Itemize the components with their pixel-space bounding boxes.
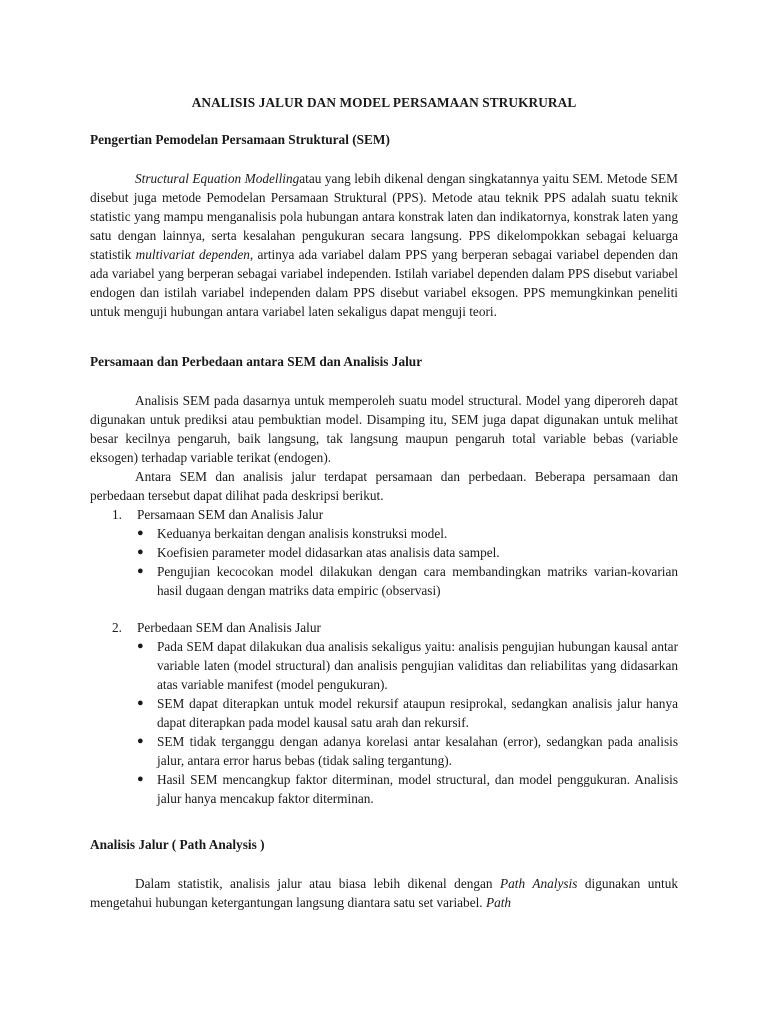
list-number: 1.	[112, 507, 122, 522]
section-heading-sem: Pengertian Pemodelan Persamaan Struktural (SEM)	[90, 132, 390, 147]
italic-term: Path	[485, 895, 512, 910]
document-page	[90, 93, 678, 912]
bullet-text: Pada SEM dapat dilakukan dua analisis sekaligus yaitu: analisis pengujian hubungan kausal antar variable laten (model structural) dan analisis pengujian validitas dan reliabilitas yang didasarkan atas variable manifest (model pengukuran).	[157, 639, 678, 692]
comparison-list	[90, 505, 678, 808]
bullet-text: Pengujian kecocokan model dilakukan dengan cara membandingkan matriks varian-kovarian hasil dugaan dengan matriks data empiric (observasi)	[157, 564, 678, 598]
bullet-text: Hasil SEM mencangkup faktor diterminan, model structural, dan model penggukuran. Analisis jalur hanya mencakup faktor diterminan.	[157, 772, 678, 806]
section-heading-path-analysis: Analisis Jalur ( Path Analysis )	[90, 837, 265, 852]
spacer	[90, 808, 678, 835]
bullet-item	[137, 562, 678, 600]
italic-term: Path Analysis	[500, 876, 578, 891]
paragraph-sem-vs-path: Antara SEM dan analisis jalur terdapat persamaan dan perbedaan. Beberapa persamaan dan perbedaan tersebut dapat dilihat pada deskripsi berikut.	[90, 469, 678, 503]
paragraph-path-analysis	[90, 874, 678, 912]
bullet-text: Keduanya berkaitan dengan analisis konstruksi model.	[157, 526, 448, 541]
bullet-icon: ●	[137, 735, 144, 747]
section-heading-comparison: Persamaan dan Perbedaan antara SEM dan Analisis Jalur	[90, 354, 423, 369]
bullet-item	[137, 732, 678, 770]
paragraph-text: , artinya ada variabel dalam PPS yang berperan sebagai variabel dependen dan ada variabel yang berperan sebagai variabel independen. Istilah variabel dependen dalam PPS disebut variabel endogen dan istilah variabel independen dalam PPS disebut variabel eksogen. PPS memungkinkan peneliti untuk menguji hubungan antara variabel laten sekaligus dapat menguji teori.	[90, 247, 678, 319]
bullet-text: SEM dapat diterapkan untuk model rekursif ataupun resiprokal, sedangkan analisis jalur hanya dapat diterapkan pada model kausal satu arah dan rekursif.	[157, 696, 678, 730]
list-item-title: Persamaan SEM dan Analisis Jalur	[137, 507, 324, 522]
paragraph-text: Dalam statistik, analisis jalur atau biasa lebih dikenal dengan	[135, 876, 501, 891]
list-item-differences	[90, 618, 678, 808]
bullet-icon: ●	[137, 527, 144, 539]
italic-term: multivariat dependen	[135, 247, 250, 262]
bullet-item	[137, 543, 678, 562]
bullet-icon: ●	[137, 546, 144, 558]
bullet-item	[137, 524, 678, 543]
bullet-item	[137, 637, 678, 694]
paragraph-text: digunakan untuk mengetahui hubungan ketergantungan langsung diantara satu set variabel.	[90, 876, 678, 910]
bullet-icon: ●	[137, 565, 144, 577]
bullet-text: Koefisien parameter model didasarkan atas analisis data sampel.	[157, 545, 500, 560]
bullet-icon: ●	[137, 773, 144, 785]
bullet-icon: ●	[137, 640, 144, 652]
bullet-list	[137, 637, 678, 808]
italic-term: Structural Equation Modelling	[135, 171, 300, 186]
list-item-similarities	[90, 505, 678, 618]
document-title: ANALISIS JALUR DAN MODEL PERSAMAAN STRUKRURAL	[191, 95, 577, 110]
bullet-item	[137, 694, 678, 732]
list-number: 2.	[112, 620, 122, 635]
spacer	[137, 600, 678, 618]
bullet-item	[137, 770, 678, 808]
bullet-icon: ●	[137, 697, 144, 709]
bullet-list	[137, 524, 678, 600]
paragraph-sem-definition	[90, 169, 678, 321]
bullet-text: SEM tidak terganggu dengan adanya korelasi antar kesalahan (error), sedangkan pada analisis jalur, antara error harus bebas (tidak saling tergantung).	[157, 734, 678, 768]
paragraph-text: atau yang lebih dikenal dengan singkatannya yaitu SEM. Metode SEM disebut juga metode Pemodelan Persamaan Struktural (PPS). Metode atau teknik PPS adalah suatu teknik statistic yang mampu menganalisis pola hubungan antara konstrak laten dan indikatornya, konstrak laten yang satu dengan lainnya, serta kesalahan pengukuran secara langsung. PPS dikelompokkan sebagai keluarga statistik	[90, 171, 679, 262]
list-item-title: Perbedaan SEM dan Analisis Jalur	[137, 620, 321, 635]
paragraph-sem-analysis: Analisis SEM pada dasarnya untuk memperoleh suatu model structural. Model yang diperoreh dapat digunakan untuk prediksi atau pembuktian model. Disamping itu, SEM juga dapat digunakan untuk melihat besar kecilnya pengaruh, baik langsung, tak langsung maupun pengaruh total variable bebas (variable eksogen) terhadap variable terikat (endogen).	[90, 393, 678, 465]
